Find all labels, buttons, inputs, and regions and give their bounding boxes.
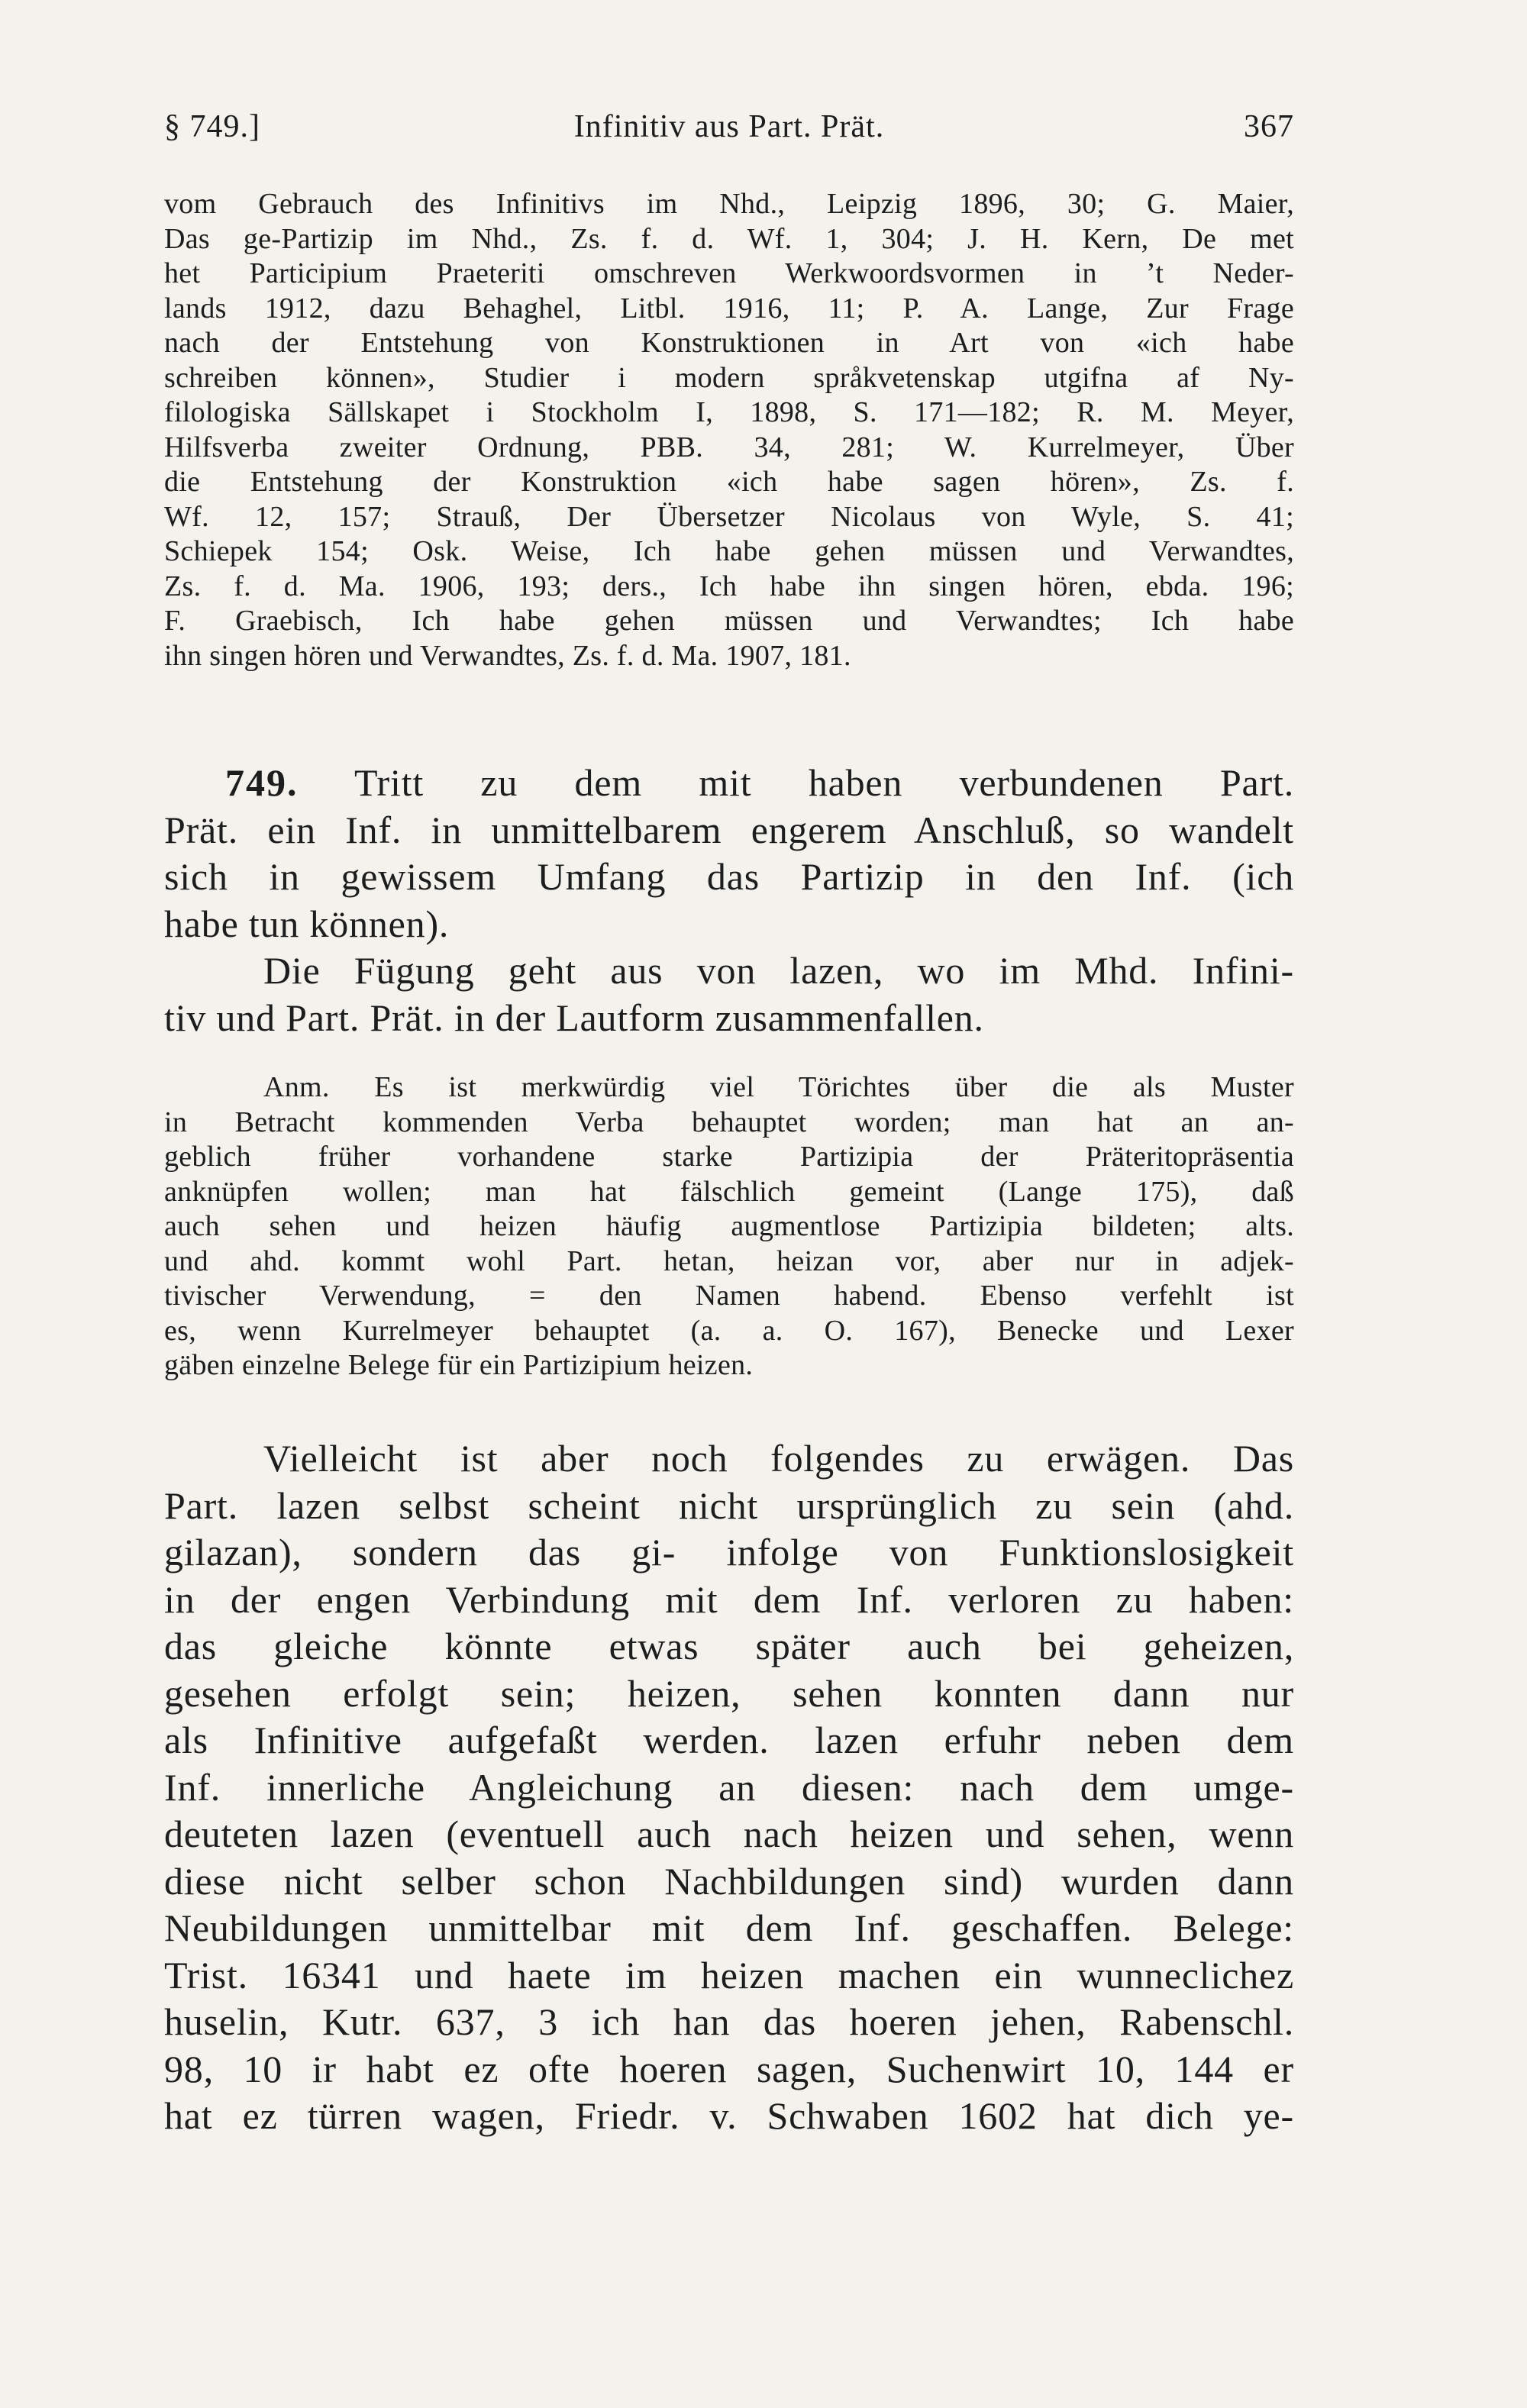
section-text: Tritt zu dem mit haben verbundenen Part. — [354, 761, 1294, 804]
running-header — [164, 108, 1294, 154]
running-title: Infinitiv aus Part. Prät. — [573, 109, 885, 144]
bibliography-references — [164, 187, 1294, 673]
body-line: Neubildungen unmittelbar mit dem Inf. geschaffen. Belege: — [164, 1906, 1294, 1949]
ref-line: filologiska Sällskapet i Stockholm I, 1898, S. 171—182; R. M. Meyer, — [164, 396, 1294, 428]
section-line: Die Fügung geht aus von lazen, wo im Mhd. Infini- — [263, 949, 1294, 992]
annotation-note — [164, 1070, 1294, 1383]
body-line: Vielleicht ist aber noch folgendes zu erwägen. Das — [263, 1437, 1294, 1480]
section-line: habe tun können). — [164, 902, 450, 945]
body-line: als Infinitive aufgefaßt werden. lazen erfuhr neben dem — [164, 1719, 1294, 1761]
ref-line: F. Graebisch, Ich habe gehen müssen und Verwandtes; Ich habe — [164, 605, 1294, 637]
section-line: sich in gewissem Umfang das Partizip in den Inf. (ich — [164, 855, 1294, 898]
section-749 — [164, 760, 1294, 1041]
body-line: hat ez türren wagen, Friedr. v. Schwaben 1602 hat dich ye- — [164, 2094, 1294, 2137]
section-line: tiv und Part. Prät. in der Lautform zusammenfallen. — [164, 996, 984, 1039]
note-line: tivischer Verwendung, = den Namen habend. Ebenso verfehlt ist — [164, 1280, 1294, 1312]
section-number: 749. — [225, 761, 299, 804]
body-line: Inf. innerliche Angleichung an diesen: nach dem umge- — [164, 1765, 1294, 1809]
ref-line: Zs. f. d. Ma. 1906, 193; ders., Ich habe ihn singen hören, ebda. 196; — [164, 570, 1294, 602]
ref-line: nach der Entstehung von Konstruktionen in Art von «ich habe — [164, 327, 1294, 359]
ref-line: vom Gebrauch des Infinitivs im Nhd., Leipzig 1896, 30; G. Maier, — [164, 188, 1294, 220]
ref-line: Das ge-Partizip im Nhd., Zs. f. d. Wf. 1, 304; J. H. Kern, De met — [164, 222, 1294, 255]
body-line: gesehen erfolgt sein; heizen, sehen konnten dann nur — [164, 1671, 1294, 1715]
ref-line: ihn singen hören und Verwandtes, Zs. f. d. Ma. 1907, 181. — [164, 639, 851, 672]
body-text — [164, 1435, 1294, 2140]
body-line: deuteten lazen (eventuell auch nach heizen und sehen, wenn — [164, 1812, 1294, 1855]
body-line: das gleiche könnte etwas später auch bei geheizen, — [164, 1625, 1294, 1667]
body-line: huselin, Kutr. 637, 3 ich han das hoeren jehen, Rabenschl. — [164, 2000, 1294, 2043]
page-number: 367 — [1244, 109, 1294, 144]
body-line: gilazan), sondern das gi- infolge von Funktionslosigkeit — [164, 1531, 1294, 1574]
body-line: in der engen Verbindung mit dem Inf. verloren zu haben: — [164, 1577, 1294, 1621]
section-first-line — [164, 760, 1294, 807]
note-line: Anm. Es ist merkwürdig viel Törichtes über die als Muster — [263, 1071, 1294, 1103]
note-line: anknüpfen wollen; man hat fälschlich gemeint (Lange 175), daß — [164, 1175, 1294, 1208]
ref-line: schreiben können», Studier i modern språkvetenskap utgifna af Ny- — [164, 361, 1294, 394]
note-line: und ahd. kommt wohl Part. hetan, heizan vor, aber nur in adjek- — [164, 1244, 1294, 1277]
note-line: geblich früher vorhandene starke Partizipia der Präteritopräsentia — [164, 1141, 1294, 1173]
ref-line: het Participium Praeteriti omschreven Werkwoordsvormen in ’t Neder- — [164, 257, 1294, 289]
note-line: in Betracht kommenden Verba behauptet worden; man hat an an- — [164, 1106, 1294, 1138]
note-line: auch sehen und heizen häufig augmentlose Partizipia bildeten; alts. — [164, 1210, 1294, 1242]
body-line: 98, 10 ir habt ez ofte hoeren sagen, Suchenwirt 10, 144 er — [164, 2047, 1294, 2090]
section-line: Prät. ein Inf. in unmittelbarem engerem Anschluß, so wandelt — [164, 808, 1294, 851]
note-line: es, wenn Kurrelmeyer behauptet (a. a. O. 167), Benecke und Lexer — [164, 1314, 1294, 1347]
ref-line: lands 1912, dazu Behaghel, Litbl. 1916, 11; P. A. Lange, Zur Frage — [164, 292, 1294, 324]
ref-line: die Entstehung der Konstruktion «ich habe sagen hören», Zs. f. — [164, 466, 1294, 498]
ref-line: Wf. 12, 157; Strauß, Der Übersetzer Nicolaus von Wyle, S. 41; — [164, 500, 1294, 533]
note-line: gäben einzelne Belege für ein Partizipium heizen. — [164, 1349, 754, 1381]
ref-line: Hilfsverba zweiter Ordnung, PBB. 34, 281; W. Kurrelmeyer, Über — [164, 431, 1294, 463]
body-line: diese nicht selber schon Nachbildungen sind) wurden dann — [164, 1859, 1294, 1903]
body-line: Trist. 16341 und haete im heizen machen ein wunneclichez — [164, 1953, 1294, 1996]
section-marker: § 749.] — [164, 109, 260, 144]
body-line: Part. lazen selbst scheint nicht ursprünglich zu sein (ahd. — [164, 1483, 1294, 1527]
ref-line: Schiepek 154; Osk. Weise, Ich habe gehen müssen und Verwandtes, — [164, 535, 1294, 567]
